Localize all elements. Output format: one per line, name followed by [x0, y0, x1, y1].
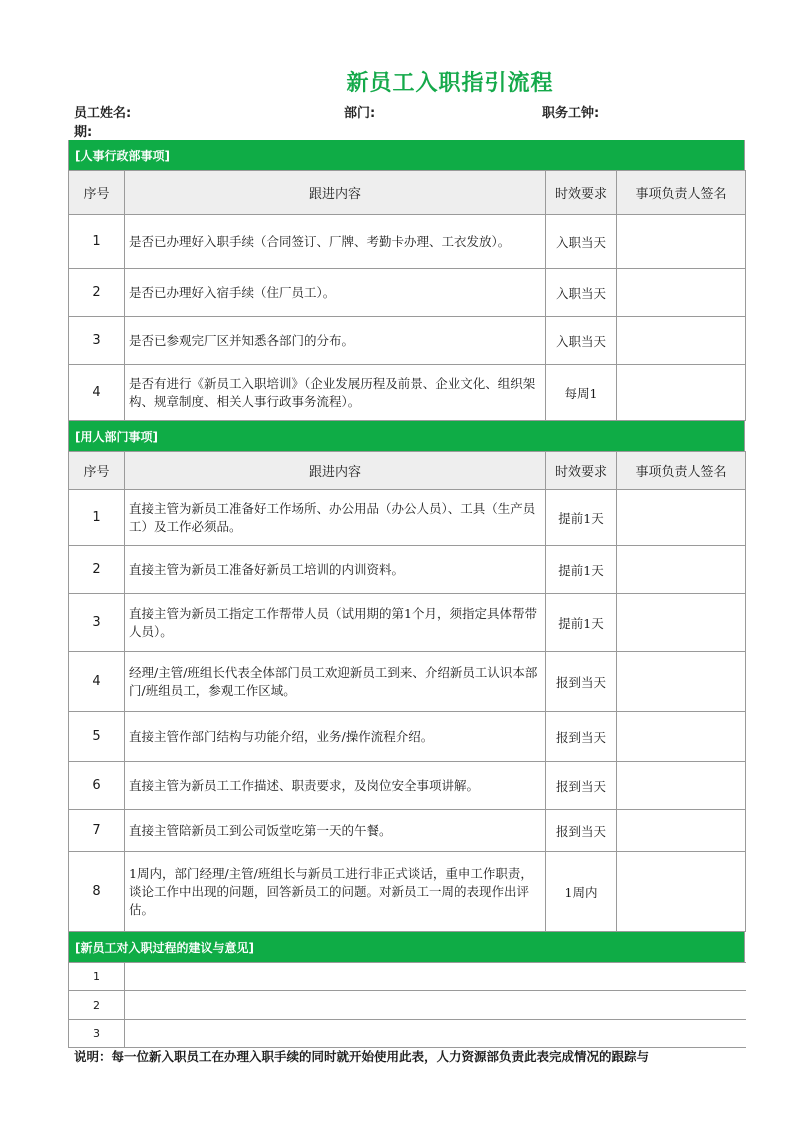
row-no: 5	[69, 712, 125, 762]
header-time: 时效要求	[546, 171, 617, 215]
suggestion-cell[interactable]	[125, 963, 746, 991]
onboarding-sheet	[68, 140, 745, 1048]
signature-cell[interactable]	[617, 269, 746, 317]
row-time: 报到当天	[546, 762, 617, 810]
header-sign: 事项负责人签名	[617, 452, 746, 490]
header-content: 跟进内容	[125, 452, 546, 490]
table-row	[69, 546, 746, 594]
suggestion-section-title: [新员工对入职过程的建议与意见]	[68, 932, 745, 962]
table-row	[69, 852, 746, 932]
department-label: 部门:	[344, 106, 376, 121]
table-row	[69, 490, 746, 546]
row-time: 提前1天	[546, 546, 617, 594]
row-no: 7	[69, 810, 125, 852]
row-content: 经理/主管/班组长代表全体部门员工欢迎新员工到来、介绍新员工认识本部门/班组员工，参观工作区域。	[125, 652, 546, 712]
signature-cell[interactable]	[617, 490, 746, 546]
header-content: 跟进内容	[125, 171, 546, 215]
signature-cell[interactable]	[617, 365, 746, 421]
page-title: 新员工入职指引流程	[346, 71, 554, 96]
signature-cell[interactable]	[617, 546, 746, 594]
row-no: 8	[69, 852, 125, 932]
signature-cell[interactable]	[617, 594, 746, 652]
row-time: 每周1	[546, 365, 617, 421]
signature-cell[interactable]	[617, 712, 746, 762]
position-label: 职务工钟:	[542, 106, 600, 121]
row-no: 2	[69, 991, 125, 1020]
dept-section-title: [用人部门事项]	[68, 421, 745, 451]
table-row	[69, 652, 746, 712]
signature-cell[interactable]	[617, 762, 746, 810]
row-content: 1周内，部门经理/主管/班组长与新员工进行非正式谈话，重申工作职责，谈论工作中出现的问题，回答新员工的问题。对新员工一周的表现作出评估。	[125, 852, 546, 932]
row-no: 4	[69, 652, 125, 712]
row-time: 入职当天	[546, 215, 617, 269]
row-no: 2	[69, 546, 125, 594]
row-no: 3	[69, 1020, 125, 1048]
header-time: 时效要求	[546, 452, 617, 490]
signature-cell[interactable]	[617, 852, 746, 932]
row-content: 直接主管作部门结构与功能介绍，业务/操作流程介绍。	[125, 712, 546, 762]
suggestion-cell[interactable]	[125, 991, 746, 1020]
row-time: 报到当天	[546, 652, 617, 712]
table-row	[69, 365, 746, 421]
date-label: 期:	[74, 125, 93, 140]
row-content: 是否已办理好入职手续（合同签订、厂牌、考勤卡办理、工衣发放）。	[125, 215, 546, 269]
employee-name-label: 员工姓名:	[74, 106, 132, 121]
header-no: 序号	[69, 171, 125, 215]
row-time: 报到当天	[546, 712, 617, 762]
row-no: 2	[69, 269, 125, 317]
row-no: 1	[69, 963, 125, 991]
hr-table	[68, 170, 746, 421]
row-content: 直接主管为新员工准备好新员工培训的内训资料。	[125, 546, 546, 594]
row-content: 是否已办理好入宿手续（住厂员工）。	[125, 269, 546, 317]
signature-cell[interactable]	[617, 317, 746, 365]
suggestion-table	[68, 962, 746, 1048]
table-row	[69, 215, 746, 269]
table-row	[69, 963, 746, 991]
table-row	[69, 269, 746, 317]
signature-cell[interactable]	[617, 652, 746, 712]
row-content: 直接主管陪新员工到公司饭堂吃第一天的午餐。	[125, 810, 546, 852]
row-time: 提前1天	[546, 490, 617, 546]
dept-table	[68, 451, 746, 932]
table-header-row	[69, 452, 746, 490]
table-row	[69, 594, 746, 652]
row-content: 直接主管为新员工工作描述、职责要求，及岗位安全事项讲解。	[125, 762, 546, 810]
row-time: 1周内	[546, 852, 617, 932]
row-no: 6	[69, 762, 125, 810]
row-content: 是否已参观完厂区并知悉各部门的分布。	[125, 317, 546, 365]
table-row	[69, 1020, 746, 1048]
header-no: 序号	[69, 452, 125, 490]
row-no: 1	[69, 215, 125, 269]
row-no: 3	[69, 594, 125, 652]
row-time: 入职当天	[546, 269, 617, 317]
signature-cell[interactable]	[617, 215, 746, 269]
table-row	[69, 317, 746, 365]
table-row	[69, 991, 746, 1020]
row-time: 提前1天	[546, 594, 617, 652]
note-text: 说明：每一位新入职员工在办理入职手续的同时就开始使用此表，人力资源部负责此表完成情况的跟踪与	[74, 1049, 650, 1064]
row-no: 4	[69, 365, 125, 421]
table-row	[69, 762, 746, 810]
row-content: 直接主管为新员工准备好工作场所、办公用品（办公人员）、工具（生产员工）及工作必须品。	[125, 490, 546, 546]
row-content: 直接主管为新员工指定工作帮带人员（试用期的第1个月，须指定具体帮带人员）。	[125, 594, 546, 652]
signature-cell[interactable]	[617, 810, 746, 852]
hr-section-title: [人事行政部事项]	[68, 140, 745, 170]
row-time: 报到当天	[546, 810, 617, 852]
row-no: 1	[69, 490, 125, 546]
row-time: 入职当天	[546, 317, 617, 365]
table-header-row	[69, 171, 746, 215]
suggestion-cell[interactable]	[125, 1020, 746, 1048]
row-no: 3	[69, 317, 125, 365]
header-sign: 事项负责人签名	[617, 171, 746, 215]
row-content: 是否有进行《新员工入职培训》（企业发展历程及前景、企业文化、组织架构、规章制度、相关人事行政事务流程）。	[125, 365, 546, 421]
table-row	[69, 712, 746, 762]
table-row	[69, 810, 746, 852]
